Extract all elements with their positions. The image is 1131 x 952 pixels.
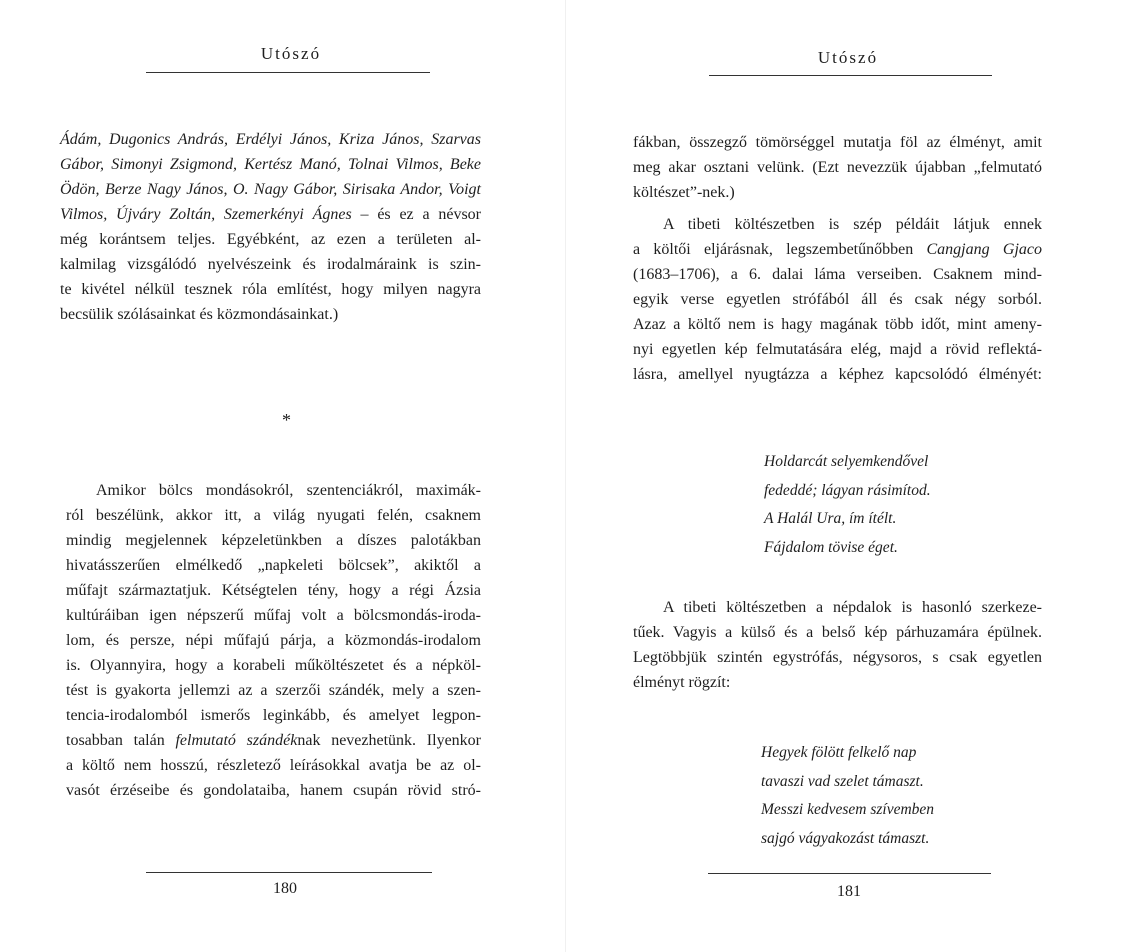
text-line (66, 478, 481, 503)
text-line (60, 227, 481, 252)
text-segment: Amikor bölcs mondásokról, szentenciákról, maximák- (96, 482, 481, 499)
left-page-number: 180 (273, 880, 297, 897)
text-segment: A tibeti költészetben a népdalok is hasonló szerkeze- (663, 599, 1042, 616)
text-line (60, 127, 481, 152)
text-segment: A tibeti költészetben is szép példáit látjuk ennek (663, 216, 1042, 233)
text-line (66, 753, 481, 778)
text-segment: lom, és persze, népi műfajú párja, a közmondás-irodalom (66, 632, 481, 649)
text-line (60, 252, 481, 277)
right-verse-2 (761, 739, 991, 853)
left-paragraph-1 (60, 127, 481, 327)
text-line (633, 155, 1042, 180)
text-segment: mindig megjelennek képzeletünkben a díszes palotákban (66, 532, 481, 549)
text-segment: becsülik szólásainkat és közmondásainkat.) (60, 306, 339, 323)
right-paragraph-3 (633, 595, 1042, 695)
text-line (60, 202, 481, 227)
text-segment: ról beszélünk, akkor itt, a világ nyugati felén, csaknem (66, 507, 481, 524)
text-segment: Legtöbbjük szintén egystrófás, négysoros, s csak egyetlen (633, 649, 1042, 666)
text-segment: még korántsem teljes. Egyébként, az ezen a területen al- (60, 231, 481, 248)
text-line (633, 212, 1042, 237)
text-line (633, 287, 1042, 312)
verse-line: A Halál Ura, ím ítélt. (764, 510, 897, 527)
text-line (66, 728, 481, 753)
text-line (66, 553, 481, 578)
text-segment: lásra, amellyel nyugtázza a képhez kapcsolódó élményét: (633, 366, 1042, 383)
verse-line: sajgó vágyakozást támaszt. (761, 829, 930, 847)
text-line (633, 312, 1042, 337)
text-line (60, 277, 481, 302)
text-segment: is. Olyannyira, hogy a korabeli műköltészetet és a népköl- (66, 657, 481, 674)
text-line (633, 237, 1042, 262)
right-footer-rule (708, 873, 991, 874)
text-line (66, 503, 481, 528)
text-segment: vasót érzéseibe és gondolataiba, hanem csupán rövid stró- (66, 782, 481, 799)
text-segment: kultúráiban igen népszerű műfaj volt a bölcsmondás-iroda- (66, 607, 481, 624)
left-footer-rule (146, 872, 432, 873)
text-segment: hivatásszerűen elmélkedő „napkeleti bölcsek”, akiktől a (66, 557, 481, 574)
italic-text: felmutató szándék (175, 732, 298, 749)
text-line (633, 180, 1042, 205)
italic-text: Vilmos, Újváry Zoltán, Szemerkényi Ágnes (60, 206, 352, 223)
text-segment: a költői eljárásnak, legszembetűnőbben (633, 241, 927, 258)
text-segment: fákban, összegző tömörséggel mutatja föl az élményt, amit (633, 134, 1042, 151)
verse-line: fededdé; lágyan rásimítod. (764, 481, 931, 499)
text-segment: tést is gyakorta jellemzi az a szerzői szándék, mely a szen- (66, 682, 481, 699)
text-line (633, 670, 1042, 695)
italic-text: Ádám, Dugonics András, Erdélyi János, Kriza János, Szarvas (60, 131, 481, 148)
text-line (60, 177, 481, 202)
text-line (633, 362, 1042, 387)
left-running-header: Utószó (260, 44, 322, 63)
italic-text: Ödön, Berze Nagy János, O. Nagy Gábor, Sirisaka Andor, Voigt (60, 181, 481, 198)
left-page (0, 0, 565, 952)
right-verse-1 (764, 448, 994, 562)
text-line (66, 703, 481, 728)
right-paragraph-1 (633, 130, 1042, 205)
text-segment: te kivétel nélkül tesznek róla említést, hogy milyen nagyra (60, 281, 481, 298)
text-segment: Azaz a költő nem is hagy magának több időt, mint ameny- (633, 316, 1042, 333)
text-line (633, 337, 1042, 362)
text-segment: élményt rögzít: (633, 674, 731, 691)
text-segment: tosabban talán (66, 732, 176, 749)
text-line (66, 678, 481, 703)
left-header-rule (146, 72, 430, 73)
verse-line: Hegyek fölött felkelő nap (761, 744, 917, 761)
text-line (66, 628, 481, 653)
text-line (633, 595, 1042, 620)
text-segment: kalmilag vizsgálódó nyelvészeink és irodalmáraink is szin- (60, 256, 481, 273)
text-segment: meg akar osztani velünk. (Ezt nevezzük újabban „felmutató (633, 159, 1042, 176)
italic-text: Cangjang Gjaco (926, 241, 1043, 258)
left-paragraph-2 (66, 478, 481, 803)
italic-text: Gábor, Simonyi Zsigmond, Kertész Manó, Tolnai Vilmos, Beke (60, 156, 481, 173)
section-separator: * (282, 410, 291, 430)
verse-line: Fájdalom tövise éget. (764, 538, 898, 556)
text-line (66, 653, 481, 678)
right-header-rule (709, 75, 992, 76)
verse-line: tavaszi vad szelet támaszt. (761, 772, 924, 790)
text-line (60, 302, 481, 327)
right-page (566, 0, 1131, 952)
text-line (66, 578, 481, 603)
verse-line: Messzi kedvesem szívemben (761, 801, 935, 818)
text-segment: – és ez a névsor (351, 206, 481, 223)
text-segment: műfajt származtatjuk. Kétségtelen tény, hogy a régi Ázsia (66, 582, 481, 599)
verse-line: Holdarcát selyemkendővel (764, 453, 929, 470)
text-line (66, 603, 481, 628)
text-line (60, 152, 481, 177)
text-line (633, 620, 1042, 645)
text-segment: tűek. Vagyis a külső és a belső kép párhuzamára épülnek. (633, 624, 1042, 641)
text-segment: egyik verse egyetlen strófából áll és csak négy sorból. (633, 291, 1042, 308)
right-page-number: 181 (837, 883, 861, 900)
text-line (66, 528, 481, 553)
text-line (633, 262, 1042, 287)
text-segment: tencia-irodalomból ismerős leginkább, és amelyet legpon- (66, 707, 481, 724)
text-segment: nyi egyetlen kép felmutatására elég, majd a rövid reflektá- (633, 341, 1042, 358)
right-running-header: Utószó (817, 48, 879, 67)
text-line (66, 778, 481, 803)
text-segment: a költő nem hosszú, részletező leírásokkal avatja be az ol- (66, 757, 481, 774)
text-line (633, 645, 1042, 670)
right-paragraph-2 (633, 212, 1042, 387)
text-segment: (1683–1706), a 6. dalai láma verseiben. Csaknem mind- (633, 266, 1042, 283)
text-segment: költészet”-nek.) (633, 184, 735, 201)
text-segment: nak nevezhetünk. Ilyenkor (297, 732, 482, 749)
text-line (633, 130, 1042, 155)
